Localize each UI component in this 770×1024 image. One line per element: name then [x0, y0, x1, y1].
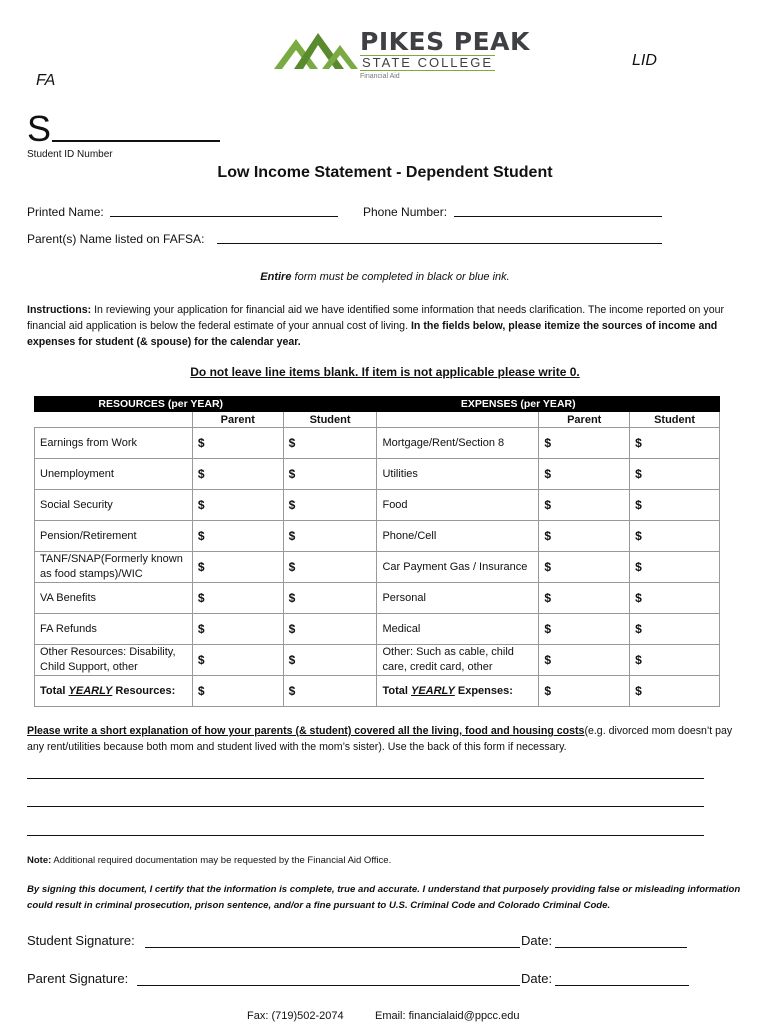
page-title: Low Income Statement - Dependent Student	[217, 164, 553, 181]
header-blank	[35, 412, 193, 428]
resource-student-input[interactable]: $	[283, 490, 377, 521]
expense-student-input[interactable]: $	[630, 490, 720, 521]
expense-student-input[interactable]: $	[630, 521, 720, 552]
expense-label: Other: Such as cable, child care, credit card, other	[377, 645, 539, 676]
expenses-header: EXPENSES (per YEAR)	[377, 397, 720, 412]
parents-name-label: Parent(s) Name listed on FAFSA:	[27, 232, 205, 246]
table-row	[35, 459, 720, 490]
table-section-header	[35, 397, 720, 412]
student-date-label: Date:	[521, 933, 553, 948]
resource-student-input[interactable]: $	[283, 428, 377, 459]
table-row	[35, 490, 720, 521]
ink-note	[0, 271, 770, 283]
explanation-prompt	[27, 723, 743, 755]
table-row	[35, 521, 720, 552]
printed-name-field[interactable]	[110, 216, 338, 217]
expense-parent-input[interactable]: $	[539, 614, 630, 645]
explanation-bold: Please write a short explanation of how your parents (& student) covered all the living, food and housing costs	[27, 725, 585, 737]
resource-label: FA Refunds	[35, 614, 193, 645]
resource-student-input[interactable]: $	[283, 614, 377, 645]
total-resources-pre: Total	[40, 685, 66, 697]
parent-date-field[interactable]	[555, 985, 689, 986]
instructions-text: In reviewing your application for financial aid we have identified some information that needs clarification. The income reported on your financial aid application is below the federal estimate of your annual cost of living.	[27, 304, 725, 332]
resource-parent-input[interactable]: $	[192, 645, 283, 676]
expense-label: Phone/Cell	[377, 521, 539, 552]
resources-student-header: Student	[283, 412, 377, 428]
explanation-line[interactable]	[27, 835, 704, 836]
phone-number-label: Phone Number:	[363, 205, 448, 219]
documentation-note	[27, 855, 391, 866]
expense-label: Personal	[377, 583, 539, 614]
ink-note-text: form must be completed in black or blue ink.	[294, 271, 510, 283]
table-row-total	[35, 676, 720, 707]
resources-parent-header: Parent	[192, 412, 283, 428]
student-id-label: Student ID Number	[27, 149, 113, 160]
resource-label: Earnings from Work	[35, 428, 193, 459]
explanation-line[interactable]	[27, 806, 704, 807]
expense-parent-input[interactable]: $	[539, 583, 630, 614]
logo-subname: STATE COLLEGE	[362, 55, 493, 70]
total-expenses-student-input[interactable]: $	[630, 676, 720, 707]
header-blank	[377, 412, 539, 428]
resource-parent-input[interactable]: $	[192, 459, 283, 490]
resource-label: Unemployment	[35, 459, 193, 490]
expense-parent-input[interactable]: $	[539, 521, 630, 552]
total-resources-parent-input[interactable]: $	[192, 676, 283, 707]
resource-parent-input[interactable]: $	[192, 428, 283, 459]
instructions-label: Instructions:	[27, 304, 92, 316]
expense-parent-input[interactable]: $	[539, 459, 630, 490]
resource-student-input[interactable]: $	[283, 521, 377, 552]
student-signature-field[interactable]	[145, 947, 520, 948]
college-logo	[274, 25, 530, 87]
expense-parent-input[interactable]: $	[539, 552, 630, 583]
total-resources-emph: YEARLY	[68, 685, 113, 697]
resource-label: TANF/SNAP(Formerly known as food stamps)/WIC	[35, 552, 193, 583]
resource-parent-input[interactable]: $	[192, 552, 283, 583]
table-row	[35, 428, 720, 459]
footer-fax: Fax: (719)502-2074	[247, 1010, 344, 1022]
total-resources-post: Resources:	[115, 685, 176, 697]
blank-items-note: Do not leave line items blank. If item is not applicable please write 0.	[190, 365, 580, 379]
printed-name-label: Printed Name:	[27, 205, 104, 219]
resource-student-input[interactable]: $	[283, 552, 377, 583]
parent-signature-field[interactable]	[137, 985, 520, 986]
income-expense-table	[34, 396, 720, 707]
logo-department: Financial Aid	[360, 73, 400, 80]
table-row	[35, 552, 720, 583]
expenses-parent-header: Parent	[539, 412, 630, 428]
total-resources-label	[35, 676, 193, 707]
total-expenses-label	[377, 676, 539, 707]
resource-label: Pension/Retirement	[35, 521, 193, 552]
table-row	[35, 645, 720, 676]
note-text: Additional required documentation may be requested by the Financial Aid Office.	[53, 855, 392, 866]
resource-label: VA Benefits	[35, 583, 193, 614]
instructions-bold-text: In the fields below, please itemize the sources of income and expenses for student (& spouse) for the calendar year.	[27, 320, 718, 348]
certification-statement: By signing this document, I certify that the information is complete, true and accurate. I understand that purposely providing false or misleading information could result in criminal prosecution, prison sentence, and/or a fine pursuant to U.S. Criminal Code and Colorado Criminal Code.	[27, 884, 741, 911]
resource-student-input[interactable]: $	[283, 583, 377, 614]
student-date-field[interactable]	[555, 947, 687, 948]
resource-parent-input[interactable]: $	[192, 614, 283, 645]
total-resources-student-input[interactable]: $	[283, 676, 377, 707]
resources-header: RESOURCES (per YEAR)	[35, 397, 377, 412]
expense-student-input[interactable]: $	[630, 583, 720, 614]
ink-note-emphasis: Entire	[260, 271, 292, 283]
explanation-line[interactable]	[27, 778, 704, 779]
expense-label: Car Payment Gas / Insurance	[377, 552, 539, 583]
mountain-logo-icon	[274, 31, 358, 71]
expense-label: Medical	[377, 614, 539, 645]
expense-parent-input[interactable]: $	[539, 490, 630, 521]
resource-label: Social Security	[35, 490, 193, 521]
logo-name: PIKES PEAK	[360, 27, 530, 56]
expense-parent-input[interactable]: $	[539, 645, 630, 676]
total-expenses-parent-input[interactable]: $	[539, 676, 630, 707]
note-label: Note:	[27, 855, 52, 866]
table-row	[35, 614, 720, 645]
expense-student-input[interactable]: $	[630, 459, 720, 490]
table-row	[35, 583, 720, 614]
resource-parent-input[interactable]: $	[192, 583, 283, 614]
lid-label: LID	[632, 52, 657, 69]
total-expenses-post: Expenses:	[457, 685, 513, 697]
parent-signature-label: Parent Signature:	[27, 971, 129, 986]
resource-label: Other Resources: Disability, Child Support, other	[35, 645, 193, 676]
footer-email: Email: financialaid@ppcc.edu	[375, 1010, 520, 1022]
explanation-text: (e.g. divorced mom doesn’t pay any rent/utilities because both mom and student lived with the mom’s sister). Use the back of this form if necessary.	[27, 725, 733, 753]
expense-label: Food	[377, 490, 539, 521]
phone-number-field[interactable]	[454, 216, 662, 217]
expense-label: Utilities	[377, 459, 539, 490]
resource-student-input[interactable]: $	[283, 645, 377, 676]
expense-student-input[interactable]: $	[630, 645, 720, 676]
student-signature-label: Student Signature:	[27, 933, 135, 948]
fa-label: FA	[36, 72, 56, 89]
parents-name-field[interactable]	[217, 243, 662, 244]
student-id-prefix: S	[27, 108, 52, 149]
expense-student-input[interactable]: $	[630, 428, 720, 459]
expense-parent-input[interactable]: $	[539, 428, 630, 459]
parent-date-label: Date:	[521, 971, 553, 986]
table-column-header	[35, 412, 720, 428]
total-expenses-pre: Total	[382, 685, 408, 697]
expense-label: Mortgage/Rent/Section 8	[377, 428, 539, 459]
expense-student-input[interactable]: $	[630, 552, 720, 583]
resource-student-input[interactable]: $	[283, 459, 377, 490]
student-id-field[interactable]	[52, 140, 220, 142]
resource-parent-input[interactable]: $	[192, 490, 283, 521]
total-expenses-emph: YEARLY	[411, 685, 455, 697]
instructions	[27, 302, 743, 350]
resource-parent-input[interactable]: $	[192, 521, 283, 552]
expenses-student-header: Student	[630, 412, 720, 428]
expense-student-input[interactable]: $	[630, 614, 720, 645]
